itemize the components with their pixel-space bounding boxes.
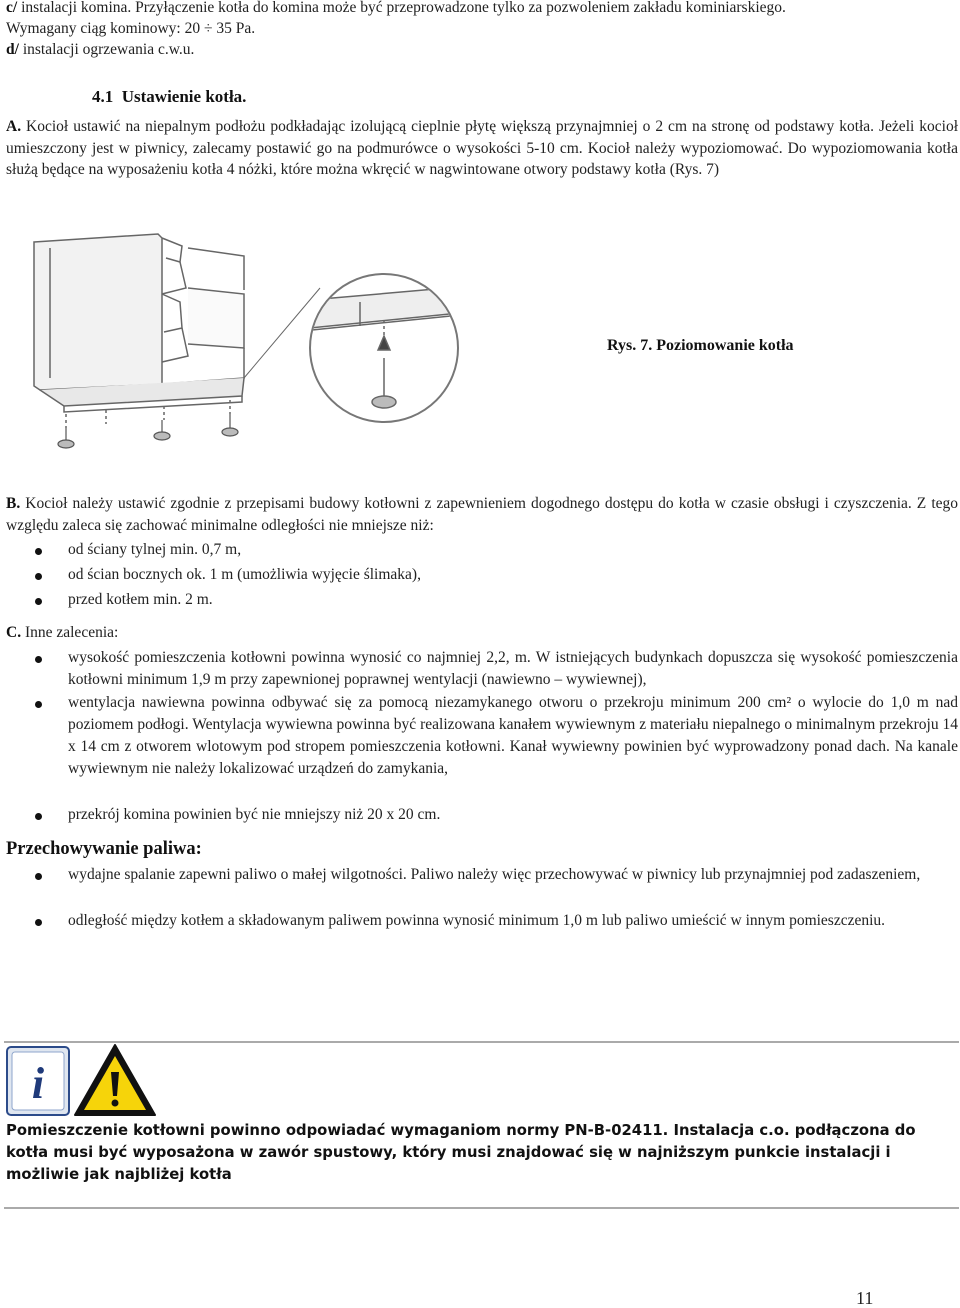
paragraph-b-bullet: od ściany tylnej min. 0,7 m, [68, 541, 242, 558]
paragraph-b-bullet: od ścian bocznych ok. 1 m (umożliwia wyjęcie ślimaka), [68, 566, 421, 583]
intro-c-line2: Wymagany ciąg kominowy: 20 ÷ 35 Pa. [6, 20, 256, 37]
bullet-dot [35, 598, 42, 605]
paragraph-c-bullet: wentylacja nawiewna powinna odbywać się za pomocą niezamykanego otworu o przekroju minimum 200 cm² o wylocie do 1,0 m nad poziomem podłogi. Wentylacja wywiewna powinna być realizowana kanałem wywiewnym z materiału niepalnego o minimalnym przekroju 14 x 14 cm z otworem wlotowym pod stropem pomieszczenia kotłowni. Kanał wywiewny powinien być wyprowadzony ponad dach. Na kanale wywiewnym nie należy lokalizować urządzeń do zamykania, [68, 694, 958, 777]
section-heading [92, 86, 246, 108]
fuel-bullet: wydajne spalanie zapewni paliwo o małej wilgotności. Paliwo należy więc przechowywać w piwnicy lub przynajmniej pod zadaszeniem, [68, 866, 921, 883]
info-icon-letter: i [31, 1059, 45, 1108]
section-number: 4.1 [92, 87, 114, 106]
bullet-dot [35, 813, 42, 820]
paragraph-c [6, 622, 118, 643]
figure-caption: Rys. 7. Poziomowanie kotła [607, 337, 794, 354]
notice-bottom-rule [4, 1207, 959, 1209]
paragraph-c-bullet: wysokość pomieszczenia kotłowni powinna wynosić co najmniej 2,2, m. W istniejących budynkach dopuszcza się wysokość pomieszczenia kotłowni minimum 1,9 m przy zapewnionej poprawnej wentylacji (nawiewno – wywiewnej), [68, 649, 958, 688]
section-title: Ustawienie kotła. [121, 87, 247, 106]
paragraph-c-text: Inne zalecenia: [24, 624, 119, 641]
paragraph-b-marker: B. [6, 495, 21, 512]
intro-d-line [6, 39, 194, 60]
paragraph-a [6, 116, 958, 181]
intro-c-line [6, 0, 786, 18]
paragraph-c-marker: C. [6, 624, 22, 641]
intro-c-marker: c/ [6, 0, 18, 16]
bullet-dot [35, 873, 42, 880]
bullet-dot [35, 573, 42, 580]
boiler-leveling-figure [30, 228, 460, 460]
notice-text: Pomieszczenie kotłowni powinno odpowiadać wymaganiom normy PN-B-02411. Instalacja c.o. podłączona do kotła musi być wyposażona w zawór spustowy, który musi znajdować się w najniższym punkcie instalacji i możliwie jak najbliżej kotła [6, 1122, 916, 1183]
bullet-dot [35, 919, 42, 926]
paragraph-a-text: Kocioł ustawić na niepalnym podłożu podkładając izolującą cieplnie płytę większą przynajmniej o 2 cm na stronę od podstawy kotła. Jeżeli kocioł umieszczony jest w piwnicy, zalecamy postawić go na podmurówce o wysokości 5-10 cm. Kocioł należy wypoziomować. Do wypoziomowania kotła służą będące na wyposażeniu kotła 4 nóżki, które można wkręcić w nagwintowane otwory podstawy kotła (Rys. 7) [6, 118, 958, 178]
page-number: 11 [856, 1288, 874, 1308]
fuel-heading: Przechowywanie paliwa: [6, 839, 202, 859]
bullet-dot [35, 548, 42, 555]
intro-d-marker: d/ [6, 41, 19, 58]
paragraph-b-bullet: przed kotłem min. 2 m. [68, 591, 213, 608]
intro-c-text: instalacji komina. Przyłączenie kotła do komina może być przeprowadzone tylko za pozwoleniem zakładu kominiarskiego. [17, 0, 786, 16]
fuel-bullet: odległość między kotłem a składowanym paliwem powinna wynosić minimum 1,0 m lub paliwo umieścić w innym pomieszczeniu. [68, 912, 886, 929]
paragraph-a-marker: A. [6, 118, 22, 135]
bullet-dot [35, 701, 42, 708]
paragraph-c-bullet: przekrój komina powinien być nie mniejszy niż 20 x 20 cm. [68, 806, 441, 823]
info-icon [6, 1046, 70, 1116]
paragraph-b-text: Kocioł należy ustawić zgodnie z przepisami budowy kotłowni z zapewnieniem dogodnego dostępu do kotła w czasie obsługi i czyszczenia. Z tego względu zaleca się zachować minimalne odległości nie mniejsze niż: [6, 495, 958, 534]
bullet-dot [35, 656, 42, 663]
paragraph-b [6, 493, 958, 536]
warning-icon [72, 1042, 158, 1118]
intro-d-text: instalacji ogrzewania c.w.u. [18, 41, 195, 58]
